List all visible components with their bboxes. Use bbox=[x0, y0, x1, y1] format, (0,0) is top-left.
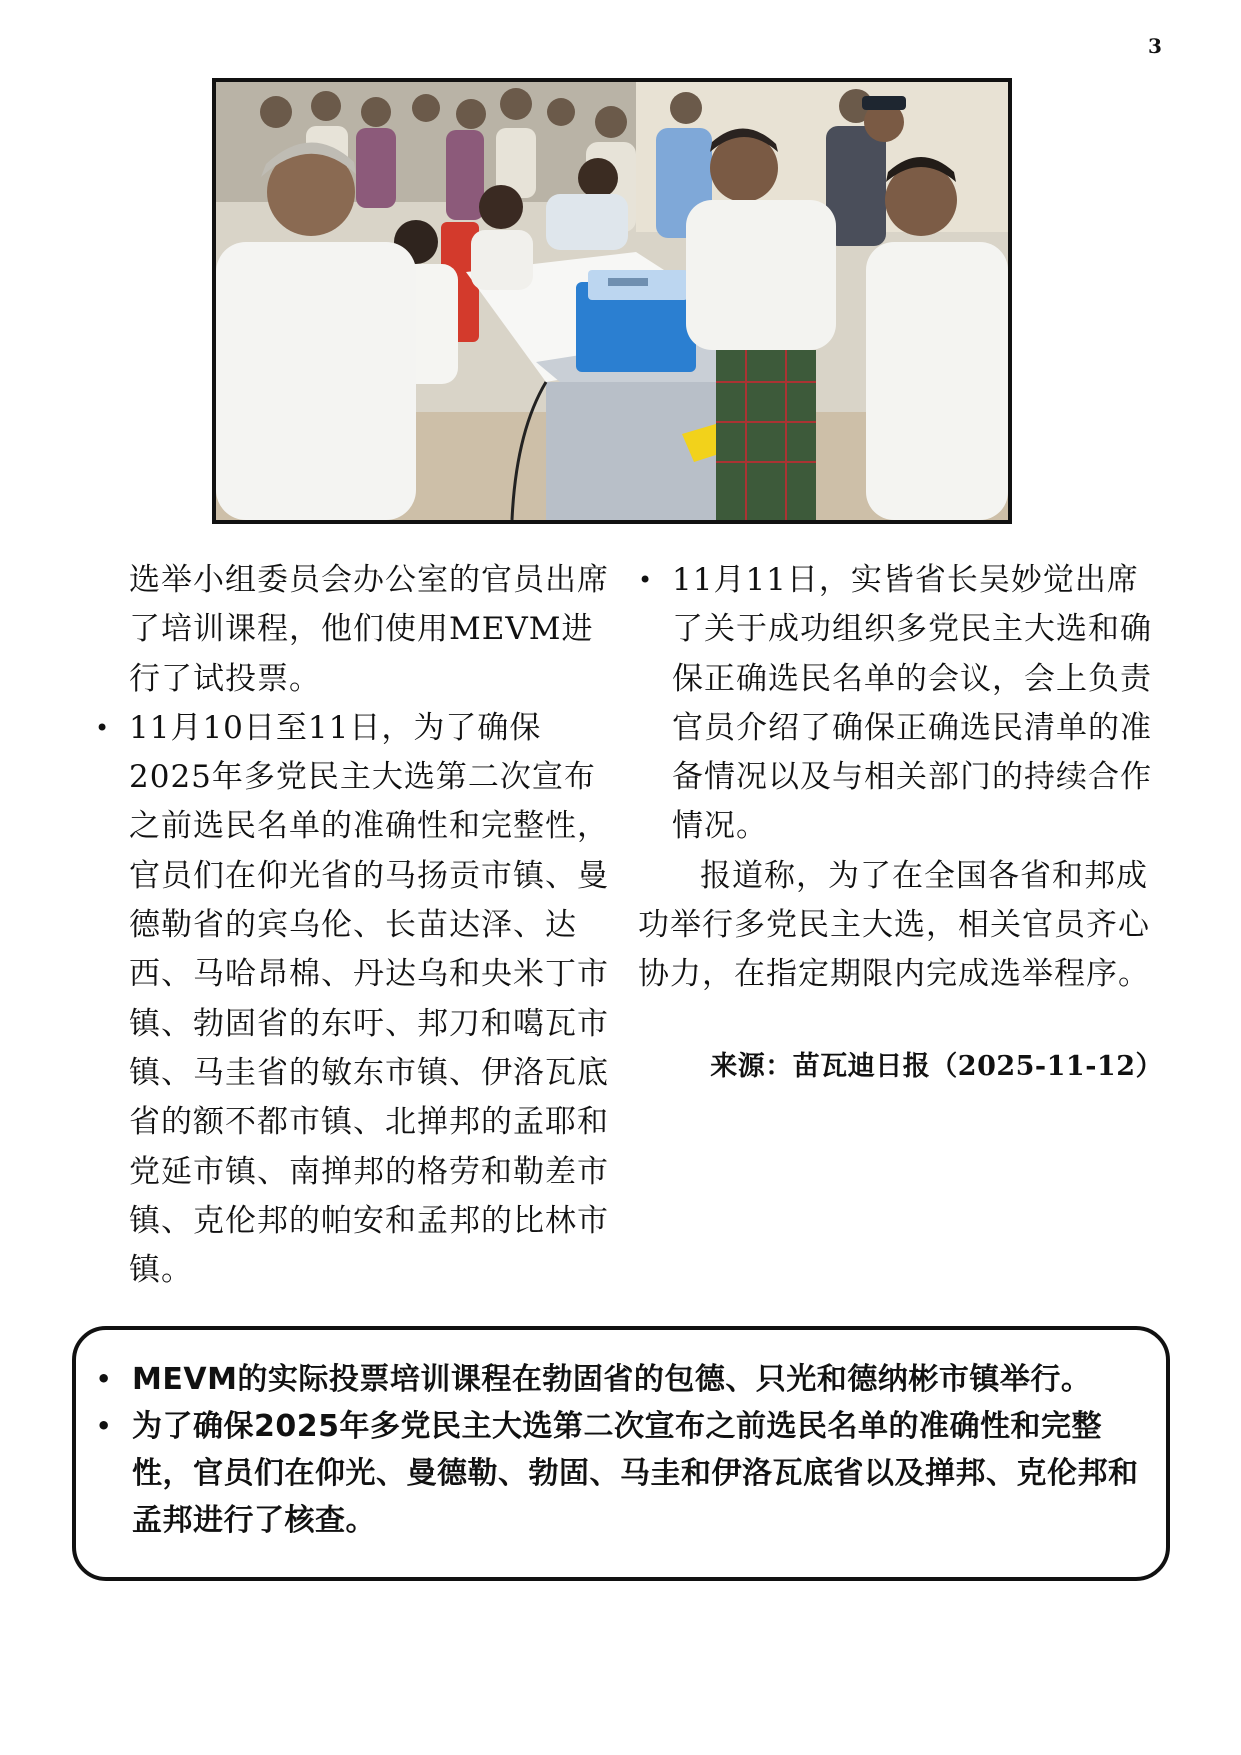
source-credit: 来源：苗瓦迪日报（2025-11-12） bbox=[710, 1050, 1163, 1082]
left-column bbox=[95, 556, 615, 1295]
closing-paragraph: 报道称，为了在全国各省和邦成功举行多党民主大选，相关官员齐心协力，在指定期限内完成选举程序。 bbox=[638, 857, 1150, 993]
right-column bbox=[638, 556, 1163, 1091]
summary-item-text: MEVM的实际投票培训课程在勃固省的包德、只光和德纳彬市镇举行。 bbox=[132, 1362, 1092, 1397]
right-bullet-paragraph bbox=[638, 556, 1163, 852]
summary-item-text: 为了确保2025年多党民主大选第二次宣布之前选民名单的准确性和完整性，官员们在仰光、曼德勒、勃固、马圭和伊洛瓦底省以及掸邦、克伦邦和孟邦进行了核查。 bbox=[132, 1409, 1139, 1538]
left-bullet-paragraph bbox=[95, 704, 615, 1296]
left-bullet-text: 11月10日至11日，为了确保2025年多党民主大选第二次宣布之前选民名单的准确性和完整性，官员们在仰光省的马扬贡市镇、曼德勒省的宾乌伦、长苗达泽、达西、马哈昂棉、丹达乌和央米丁市镇、勃固省的东吁、邦刀和噶瓦市镇、马圭省的敏东市镇、伊洛瓦底省的额不都市镇、北掸邦的孟耶和党延市镇、南掸邦的格劳和勒差市镇、克伦邦的帕安和孟邦的比林市镇。 bbox=[129, 709, 609, 1289]
bullet-marker: • bbox=[95, 713, 111, 742]
left-continuation-text: 选举小组委员会办公室的官员出席了培训课程，他们使用MEVM进行了试投票。 bbox=[129, 562, 609, 697]
page-number: 3 bbox=[1148, 34, 1162, 58]
bullet-marker: • bbox=[638, 566, 654, 594]
bullet-marker: • bbox=[96, 1412, 112, 1440]
summary-box bbox=[72, 1326, 1170, 1581]
summary-item bbox=[96, 1403, 1146, 1544]
voting-machine-training-photo bbox=[212, 78, 1012, 524]
summary-item bbox=[96, 1356, 1146, 1403]
right-bullet-text: 11月11日，实皆省长吴妙觉出席了关于成功组织多党民主大选和确保正确选民名单的会议，会上负责官员介绍了确保正确选民清单的准备情况以及与相关部门的持续合作情况。 bbox=[672, 562, 1152, 845]
bullet-marker: • bbox=[96, 1365, 112, 1393]
left-continuation-paragraph bbox=[95, 556, 615, 704]
photo-illustration bbox=[216, 82, 1008, 520]
